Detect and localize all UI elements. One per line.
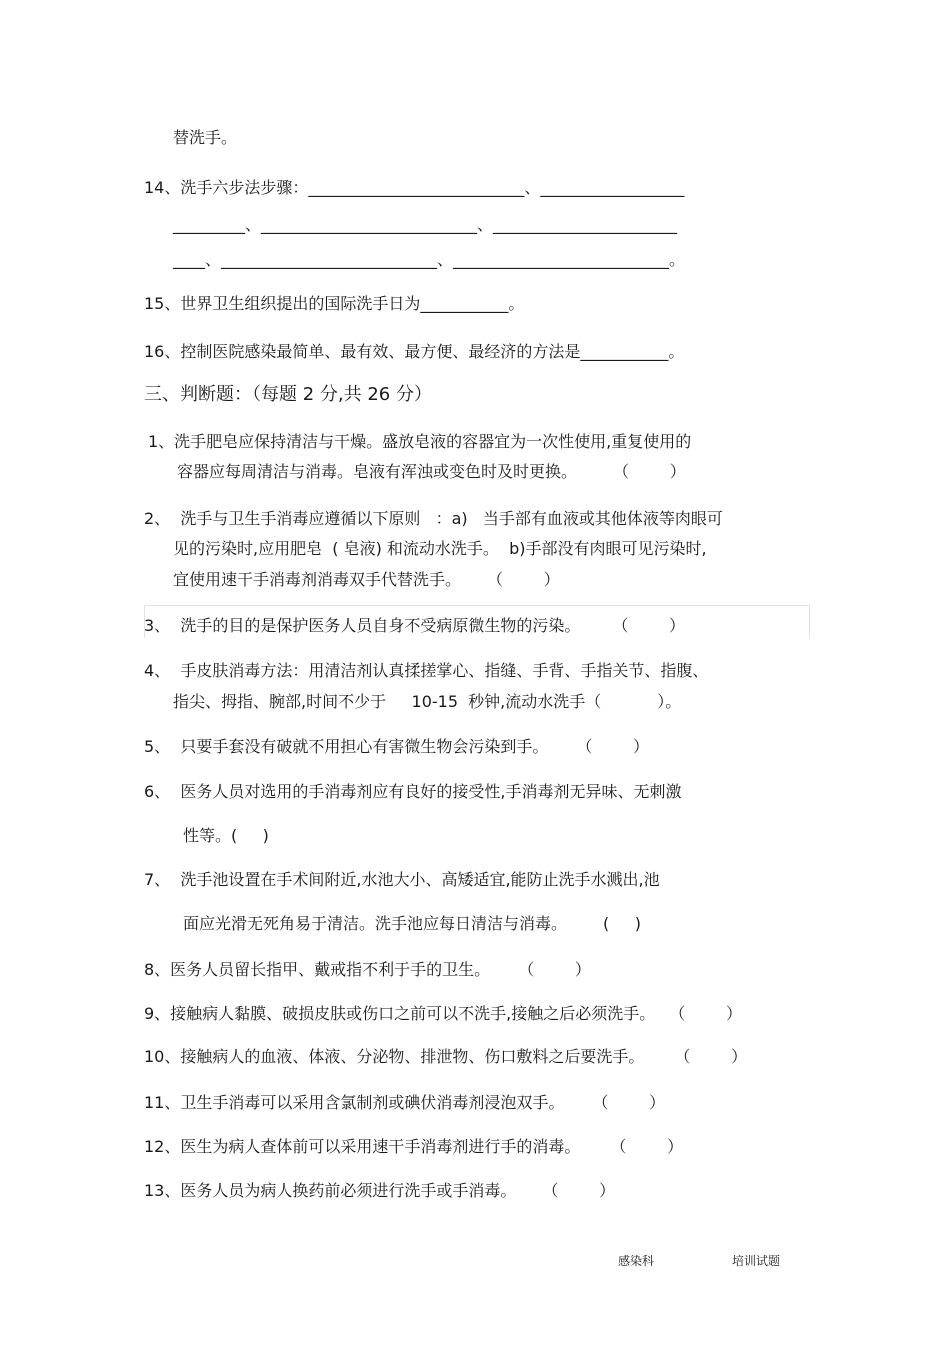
judge-q11-answer-blank: （ ）: [592, 1093, 666, 1112]
judge-q7-line2: 面应光滑无死角易于清洁。洗手池应每日清洁与消毒。 ( ): [183, 914, 641, 933]
judge-q6-line1: 6、 医务人员对选用的手消毒剂应有良好的接受性,手消毒剂无异味、无刺激: [144, 782, 682, 801]
q14-line1: 14、洗手六步法步骤：___________________________、__________________: [144, 178, 685, 197]
judge-q3: 3、 洗手的目的是保护医务人员自身不受病原微生物的污染。 （ ）: [144, 616, 686, 635]
judge-q4-line2: 指尖、拇指、腕部,时间不少于 10-15 秒钟,流动水洗手（ ）。: [173, 692, 682, 711]
section3-title: 三、判断题：（每题 2 分,共 26 分）: [144, 384, 432, 405]
q14-line2: _________、___________________________、_______________________: [173, 215, 678, 234]
judge-q5-answer-blank: （ ）: [576, 737, 650, 756]
judge-q9: 9、接触病人黏膜、破损皮肤或伤口之前可以不洗手,接触之后必须洗手。 （ ）: [144, 1004, 742, 1023]
judge-q1-answer-blank: （ ）: [613, 462, 686, 481]
judge-q2-line2: 见的污染时,应用肥皂 ( 皂液) 和流动水洗手。 b)手部没有肉眼可见污染时,: [173, 539, 707, 558]
judge-q3-answer-blank: （ ）: [612, 616, 686, 635]
q15-text: 15、世界卫生组织提出的国际洗手日为___________。: [144, 294, 525, 313]
judge-q10: 10、接触病人的血液、体液、分泌物、排泄物、伤口敷料之后要洗手。 （ ）: [144, 1047, 748, 1066]
judge-q8-answer-blank: （ ）: [518, 960, 591, 979]
judge-q2-answer-blank: （ ）: [487, 570, 560, 589]
judge-q7-line1: 7、 洗手池设置在手术间附近,水池大小、高矮适宜,能防止洗手水溅出,池: [144, 870, 660, 889]
judge-q12: 12、医生为病人查体前可以采用速干手消毒剂进行手的消毒。 （ ）: [144, 1137, 684, 1156]
judge-q2-line3: 宜使用速干手消毒剂消毒双手代替洗手。 （ ）: [173, 570, 560, 589]
judge-q8: 8、医务人员留长指甲、戴戒指不利于手的卫生。 （ ）: [144, 960, 591, 979]
judge-q13-answer-blank: （ ）: [542, 1181, 616, 1200]
judge-q5: 5、 只要手套没有破就不用担心有害微生物会污染到手。 （ ）: [144, 737, 650, 756]
judge-q12-answer-blank: （ ）: [610, 1137, 684, 1156]
judge-q6-line2: 性等。( ): [183, 826, 269, 845]
judge-q4-line1: 4、 手皮肤消毒方法：用清洁剂认真揉搓掌心、指缝、手背、手指关节、指腹、: [144, 661, 709, 680]
continuation-text: 替洗手。: [173, 128, 238, 147]
judge-q9-answer-blank: （ ）: [669, 1004, 742, 1023]
judge-q7-answer-blank: ( ): [603, 914, 641, 933]
judge-q11: 11、卫生手消毒可以采用含氯制剂或碘伏消毒剂浸泡双手。 （ ）: [144, 1093, 666, 1112]
judge-q1-line1: 1、洗手肥皂应保持清洁与干燥。盛放皂液的容器宜为一次性使用,重复使用的: [148, 432, 692, 451]
judge-q2-line1: 2、 洗手与卫生手消毒应遵循以下原则 ：a) 当手部有血液或其他体液等肉眼可: [144, 509, 723, 528]
judge-q13: 13、医务人员为病人换药前必须进行洗手或手消毒。 （ ）: [144, 1181, 616, 1200]
q14-line3: ____、___________________________、___________________________。: [173, 250, 686, 269]
judge-q10-answer-blank: （ ）: [674, 1047, 748, 1066]
q16-text: 16、控制医院感染最简单、最有效、最方便、最经济的方法是___________。: [144, 342, 685, 361]
footer-department: 感染科: [618, 1254, 655, 1268]
judge-q1-line2: 容器应每周清洁与消毒。皂液有浑浊或变色时及时更换。 （ ）: [177, 462, 686, 481]
footer-title: 培训试题: [732, 1254, 781, 1268]
